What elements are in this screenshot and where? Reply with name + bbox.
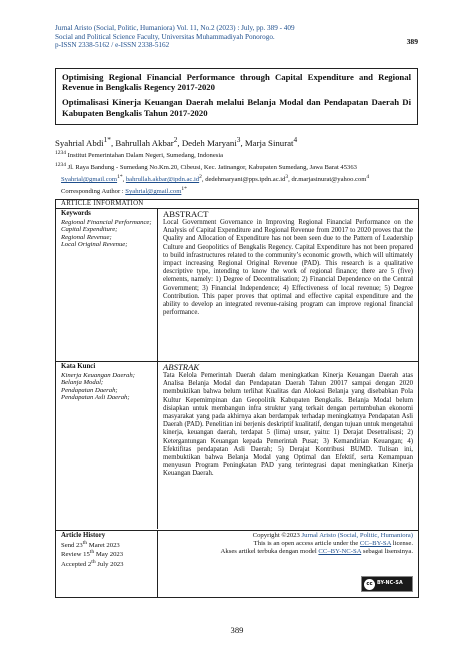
indonesian-title: Optimalisasi Kinerja Keuangan Daerah melalui Belanja Modal dan Pendapatan Daerah Di Kabupaten Bengkalis Tahun 2017-2020 xyxy=(62,97,411,118)
email-text: , dr.marjasinurat@yahoo.com xyxy=(288,176,367,184)
corresponding-author-line xyxy=(55,185,430,197)
title-box xyxy=(55,68,418,125)
article-history-cell xyxy=(56,531,158,598)
author-list xyxy=(55,135,297,148)
keyword-item: Capital Expenditure; xyxy=(61,226,118,234)
journal-header xyxy=(55,24,427,50)
copyright-cell xyxy=(158,531,418,598)
keywords-list xyxy=(61,219,152,249)
open-access-line xyxy=(163,540,413,548)
author-sup: 4 xyxy=(293,135,298,144)
history-text: Send 23 xyxy=(61,541,83,549)
keyword-item: Regional Revenue; xyxy=(61,233,112,241)
history-send xyxy=(61,540,152,550)
akses-line xyxy=(163,548,413,556)
affiliations xyxy=(55,149,430,197)
article-information-heading: ARTICLE INFORMATION xyxy=(56,200,418,209)
journal-citation: Jurnal Aristo (Social, Politic, Humaniora) Vol. 11, No.2 (2023) : July, pp. 389 - 409 xyxy=(55,24,295,32)
english-section xyxy=(56,209,418,361)
header-page-number: 389 xyxy=(406,37,418,46)
history-accepted xyxy=(61,559,152,569)
article-information-box xyxy=(55,199,419,598)
email-line: Syahrial@gmail.com$^{1*}$, $bahrullah.akbar@ipdn.ac.id^2$, $dedehmaryani@pps.ipdn.ac.id^3$, dr.marjasinurat@yahoo.com$^4$ xyxy=(61,173,370,184)
kata-kunci-item: Pendapatan Asli Daerah; xyxy=(61,394,130,402)
history-text: Accepted 2 xyxy=(61,561,92,569)
kata-kunci-list xyxy=(61,372,152,402)
history-text: Maret 2023 xyxy=(87,541,120,549)
author-name: , Bahrullah Akbar xyxy=(110,137,174,148)
creative-commons-icon: cc xyxy=(364,579,375,590)
abstrak-cell xyxy=(158,362,418,529)
author-sup: 2 xyxy=(173,135,178,144)
author-sup: 3 xyxy=(236,135,241,144)
kata-kunci-label: Kata Kunci xyxy=(61,363,96,370)
institute-line xyxy=(55,149,430,161)
akses-text: sebagai lisensinya. xyxy=(361,547,413,555)
email-link[interactable]: bahrullah.akbar@ipdn.ac.id xyxy=(125,176,200,184)
author-sup: 1* xyxy=(103,135,111,144)
email-sup: 1* xyxy=(117,173,123,180)
kata-kunci-cell xyxy=(56,362,158,529)
author-name: , Dedeh Maryani xyxy=(177,137,237,148)
open-access-text: This is an open access article under the xyxy=(253,539,360,547)
corresponding-email-link[interactable]: Syahrial@gmail.com xyxy=(125,188,182,196)
copyright-line xyxy=(163,532,413,540)
article-history-label: Article History xyxy=(61,532,106,539)
affil-sup: 1234 xyxy=(55,161,66,168)
email-text: , dedehmaryani@pps.ipdn.ac.id xyxy=(201,176,286,184)
author-name: , Marja Sinurat xyxy=(240,137,294,148)
kata-kunci-item: Kinerja Keuangan Daerah; xyxy=(61,371,135,379)
email-sup: 4 xyxy=(366,173,370,180)
email-link[interactable]: Syahrial@gmail.com xyxy=(61,176,118,184)
email-sup: 2 xyxy=(199,173,202,180)
journal-faculty: Social and Political Science Faculty, Universitas Muhammadiyah Ponorogo. xyxy=(55,32,275,41)
open-access-text: license. xyxy=(391,539,413,547)
journal-issn: p-ISSN 2338-5162 / e-ISSN 2338-5162 xyxy=(55,41,170,50)
address-text: Jl. Raya Bandung - Sumedang No.Km.20, Cibeusi, Kec. Jatinangor, Kabupaten Sumedang, Jawa Barat 45363 xyxy=(67,164,357,172)
kata-kunci-item: Pendapatan Daerah; xyxy=(61,386,118,394)
history-text: July 2023 xyxy=(95,561,124,569)
history-sup: th xyxy=(91,559,96,566)
history-sup: th xyxy=(82,539,88,546)
copyright-text: Copyright ©2023 xyxy=(252,532,302,539)
author-name: Syahrial Abdi xyxy=(55,137,104,148)
history-text: May 2023 xyxy=(94,551,124,559)
abstrak-label: ABSTRAK xyxy=(163,362,200,372)
keyword-item: Local Original Revenue; xyxy=(61,241,128,249)
indonesian-section xyxy=(56,362,418,529)
cc-badge-text: BY-NC-SA xyxy=(377,580,403,586)
address-line xyxy=(55,161,430,173)
keywords-cell xyxy=(56,209,158,361)
history-sup: th xyxy=(89,549,95,556)
english-title: Optimising Regional Financial Performance through Capital Expenditure and Regional Revenue in Bengkalis Regency 2017-2020 xyxy=(62,72,411,93)
history-section xyxy=(56,531,418,599)
license-link[interactable]: CC–BY-NC-SA xyxy=(318,547,362,555)
journal-name: Jurnal Aristo (Social, Politic, Humaniora) xyxy=(301,532,413,539)
email-sup: 3 xyxy=(285,173,289,180)
corresponding-label: Corresponding Author : xyxy=(61,188,126,196)
copyright-block xyxy=(163,532,413,555)
license-link[interactable]: CC–BY-SA xyxy=(359,539,392,547)
history-review xyxy=(61,549,152,559)
abstrak-text: Tata Kelola Pemerintah Daerah dalam meningkatkan Kinerja Keuangan Daerah atas Analisa Belanja Modal dan Pendapatan Daerah Tahun 20017 sampai dengan 2020 membuktikan bahwa belum terlihat Kualitas dan Alokasi Belanja yang disebabkan Pola Kultur Kepemimpinan dan Geopolitik Kabupaten Bengkalis. Belanja Modal belum disiapkan untuk membangun infra struktur yang terkait dengan pertumbuhan ekonomi masyarakat yang pada akhirnya akan berdampak terhadap meningkatnya Pendapatan Asli Daerah (PAD). Penelitian ini berjenis deskriptif kualitatif, dengan tujuan untuk mengetahui kinerja, keuangan daerah, terdapat 5 (lima) unsur, yaitu: 1) Derajat Desetralisasi; 2) Ketergantungan Keuangan kepada Pemerintah Pusat; 3) Kemandirian Keuangan; 4) Efektifitas pendapatan Asli Daerah; 5) Derajat Kontribusi BUMD. Tulisan ini, membuktikan bahwa Belanja Modal yang Optimal dan Efektif, serta Kemampuan menyusun Program Peningkatan PAD yang terintegrasi dapat meningkatkan Kinerja Keuangan Daerah. xyxy=(163,372,413,478)
kata-kunci-item: Belanja Modal; xyxy=(61,379,104,387)
akses-text: Akses artikel terbuka dengan model xyxy=(220,547,319,555)
abstract-text: Local Government Governance in Improving Regional Financial Performance on the Analysis of Capital Expenditure and Regional Revenue from 20017 to 2020 proves that the Quality and Allocation of Expenditure has not been seen due to the Pattern of Leadership Culture and Geopolitics of Bengkalis Regency. Capital Expenditure has not been prepared to build infrastructures related to the community’s economic growth, which will ultimately impact increasing Regional Original Revenue (PAD). This research is a qualitative descriptive type, intending to know the work of regional finance; there are 5 (five) elements, namely: 1) Degree of Decentralisation; 2) Financial Dependence on the Central Government; 3) Financial Independence; 4) Effectiveness of local revenue; 5) Degree Contribution. This paper proves that optimal and effective capital expenditure and the ability to develop an integrated revenue-raising program can improve regional financial performance. xyxy=(163,219,413,317)
affil-sup: 1234 xyxy=(55,150,66,156)
abstract-cell xyxy=(158,209,418,361)
keywords-label: Keywords xyxy=(61,210,91,217)
email-sup: 1* xyxy=(181,185,187,192)
footer-page-number: 389 xyxy=(230,625,244,635)
history-text: Review 15 xyxy=(61,551,90,559)
cc-license-badge[interactable] xyxy=(361,576,413,592)
keyword-item: Regional Financial Performance; xyxy=(61,218,152,226)
institute-name: Institut Pemerintahan Dalam Negeri, Sumedang, Indonesia xyxy=(66,152,224,160)
abstract-label: ABSTRACT xyxy=(163,209,209,219)
